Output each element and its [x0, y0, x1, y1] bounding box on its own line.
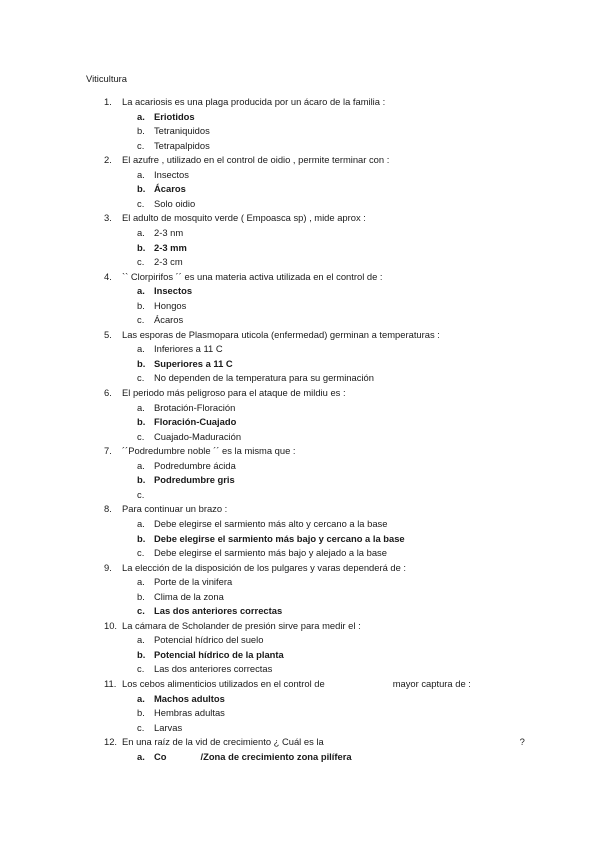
- answer-option-b: [137, 707, 225, 718]
- question-text: `` Clorpirifos ´´ es una materia activa utilizada en el control de :: [122, 270, 383, 282]
- option-letter: b.: [137, 183, 146, 195]
- option-text: Larvas: [154, 721, 183, 733]
- answer-option-b: [137, 300, 186, 311]
- option-text: 2-3 cm: [154, 256, 183, 268]
- answer-option-c: [137, 314, 183, 325]
- question-1: [104, 96, 385, 107]
- option-letter: a.: [137, 517, 145, 529]
- answer-option-c: [137, 722, 182, 733]
- question-text-start: Los cebos alimenticios utilizados en el control de: [122, 678, 325, 689]
- answer-option-b: [137, 416, 236, 427]
- option-letter: b.: [137, 241, 146, 253]
- question-number: 5.: [104, 328, 112, 340]
- question-4: [104, 271, 383, 282]
- question-text: Las esporas de Plasmopara uticola (enfermedad) germinan a temperaturas :: [122, 328, 440, 340]
- option-letter: a.: [137, 343, 145, 355]
- answer-option-a: [137, 227, 183, 238]
- question-3: [104, 212, 366, 223]
- option-letter: b.: [137, 590, 145, 602]
- question-text: ´´Podredumbre noble ´´ es la misma que :: [122, 445, 296, 457]
- option-letter: b.: [137, 648, 146, 660]
- answer-option-a: [137, 576, 232, 587]
- option-letter: c.: [137, 139, 145, 151]
- option-letter: a.: [137, 285, 145, 297]
- answer-option-b: [137, 125, 210, 136]
- answer-option-b: [137, 242, 187, 253]
- answer-option-c: [137, 605, 282, 616]
- answer-option-a: [137, 693, 225, 704]
- option-letter: b.: [137, 357, 146, 369]
- option-text: Las dos anteriores correctas: [154, 663, 273, 675]
- option-text: Podredumbre ácida: [154, 459, 236, 471]
- answer-option-b: [137, 183, 186, 194]
- question-text-start: En una raíz de la vid de crecimiento ¿ Cuál es la: [122, 736, 324, 748]
- option-text: Inferiores a 11 C: [154, 343, 223, 355]
- question-number: 9.: [104, 561, 112, 573]
- answer-option-c: [137, 431, 241, 442]
- answer-option-c: [137, 372, 374, 383]
- option-text: Hongos: [154, 299, 187, 311]
- answer-option-a: [137, 518, 387, 529]
- question-12: [104, 736, 525, 747]
- answer-option-a: [137, 285, 192, 296]
- option-letter: b.: [137, 532, 146, 544]
- option-text: Debe elegirse el sarmiento más alto y cercano a la base: [154, 517, 388, 529]
- option-text: Tetrapalpidos: [154, 139, 210, 151]
- option-text: No dependen de la temperatura para su germinación: [154, 372, 374, 384]
- question-8: [104, 503, 227, 514]
- question-6: [104, 387, 346, 398]
- option-letter: b.: [137, 416, 146, 428]
- question-7: [104, 445, 296, 456]
- option-letter: b.: [137, 707, 145, 719]
- answer-option-c: [137, 198, 195, 209]
- answer-option-b: [137, 474, 235, 485]
- question-number: 10.: [104, 619, 118, 631]
- question-number: 12.: [104, 736, 118, 748]
- option-letter: c.: [137, 663, 145, 675]
- option-letter: c.: [137, 547, 145, 559]
- option-text: Solo oidio: [154, 197, 196, 209]
- option-letter: b.: [137, 299, 145, 311]
- answer-option-b: [137, 649, 284, 660]
- option-text: Tetraniquidos: [154, 125, 210, 137]
- question-9: [104, 562, 406, 573]
- option-text-end: /Zona de crecimiento zona pilífera: [200, 750, 352, 762]
- option-text: Porte de la vinifera: [154, 576, 233, 588]
- option-text: Potencial hídrico de la planta: [154, 648, 284, 660]
- option-letter: c.: [137, 256, 145, 268]
- option-text: Ácaros: [154, 183, 186, 195]
- option-letter: a.: [137, 576, 145, 588]
- answer-option-c: [137, 489, 154, 500]
- option-letter: a.: [137, 110, 145, 122]
- option-text-start: Co: [154, 750, 167, 762]
- option-letter: a.: [137, 226, 145, 238]
- option-text: Debe elegirse el sarmiento más bajo y alejado a la base: [154, 547, 387, 559]
- question-number: 1.: [104, 96, 112, 107]
- question-text-end: mayor captura de :: [392, 678, 471, 689]
- answer-option-a: [137, 169, 189, 180]
- option-letter: b.: [137, 474, 146, 486]
- question-number: 6.: [104, 387, 112, 398]
- question-text: La cámara de Scholander de presión sirve para medir el :: [122, 619, 361, 631]
- option-letter: b.: [137, 125, 145, 137]
- option-text: 2-3 mm: [154, 241, 187, 253]
- option-letter: a.: [137, 750, 145, 762]
- answer-option-b: [137, 533, 405, 544]
- question-number: 8.: [104, 503, 112, 515]
- option-text: Podredumbre gris: [154, 474, 235, 486]
- question-number: 2.: [104, 154, 112, 166]
- question-11: [104, 678, 471, 689]
- question-text: El adulto de mosquito verde ( Empoasca sp) , mide aprox :: [122, 212, 366, 224]
- option-letter: c.: [137, 197, 145, 209]
- answer-option-c: [137, 663, 272, 674]
- option-text: Cuajado-Maduración: [154, 430, 242, 442]
- option-letter: c.: [137, 314, 145, 326]
- option-text: Las dos anteriores correctas: [154, 605, 283, 617]
- question-10: [104, 620, 361, 631]
- question-2: [104, 154, 389, 165]
- option-text: Floración-Cuajado: [154, 416, 237, 428]
- question-number: 11.: [104, 678, 117, 689]
- option-text: Eriotidos: [154, 110, 195, 122]
- option-letter: c.: [137, 721, 145, 733]
- option-letter: c.: [137, 488, 145, 500]
- option-letter: a.: [137, 401, 145, 413]
- document-title: Viticultura: [86, 73, 127, 84]
- answer-option-a: [137, 634, 263, 645]
- option-letter: a.: [137, 168, 145, 180]
- option-text: Superiores a 11 C: [154, 357, 233, 369]
- option-text: Hembras adultas: [154, 707, 225, 719]
- option-text: Insectos: [154, 168, 189, 180]
- option-letter: a.: [137, 634, 145, 646]
- option-text: Ácaros: [154, 314, 184, 326]
- option-text: Insectos: [154, 285, 193, 297]
- option-letter: c.: [137, 605, 145, 617]
- question-number: 3.: [104, 212, 112, 224]
- answer-option-a: [137, 111, 195, 122]
- option-letter: c.: [137, 372, 145, 384]
- option-text: Debe elegirse el sarmiento más bajo y cercano a la base: [154, 532, 405, 544]
- question-text: El azufre , utilizado en el control de oidio , permite terminar con :: [122, 154, 390, 166]
- answer-option-c: [137, 256, 183, 267]
- question-number: 7.: [104, 445, 112, 457]
- question-text: El periodo más peligroso para el ataque de mildiu es :: [122, 387, 346, 398]
- option-letter: a.: [137, 692, 145, 704]
- answer-option-a: [137, 460, 236, 471]
- option-text: Potencial hídrico del suelo: [154, 634, 264, 646]
- option-text: 2-3 nm: [154, 226, 184, 238]
- answer-option-a: [137, 343, 223, 354]
- answer-option-a: [137, 751, 352, 762]
- option-text: Machos adultos: [154, 692, 225, 704]
- option-letter: c.: [137, 430, 145, 442]
- answer-option-a: [137, 402, 235, 413]
- option-letter: a.: [137, 459, 145, 471]
- question-text: La elección de la disposición de los pulgares y varas dependerá de :: [122, 561, 407, 573]
- option-text: Clima de la zona: [154, 590, 224, 602]
- question-text-end: ?: [519, 736, 525, 748]
- question-5: [104, 329, 440, 340]
- option-text: Brotación-Floración: [154, 401, 236, 413]
- question-text: La acariosis es una plaga producida por un ácaro de la familia :: [122, 96, 386, 107]
- answer-option-c: [137, 140, 210, 151]
- answer-option-b: [137, 591, 224, 602]
- question-text: Para continuar un brazo :: [122, 503, 228, 515]
- answer-option-c: [137, 547, 387, 558]
- question-number: 4.: [104, 270, 112, 282]
- answer-option-b: [137, 358, 233, 369]
